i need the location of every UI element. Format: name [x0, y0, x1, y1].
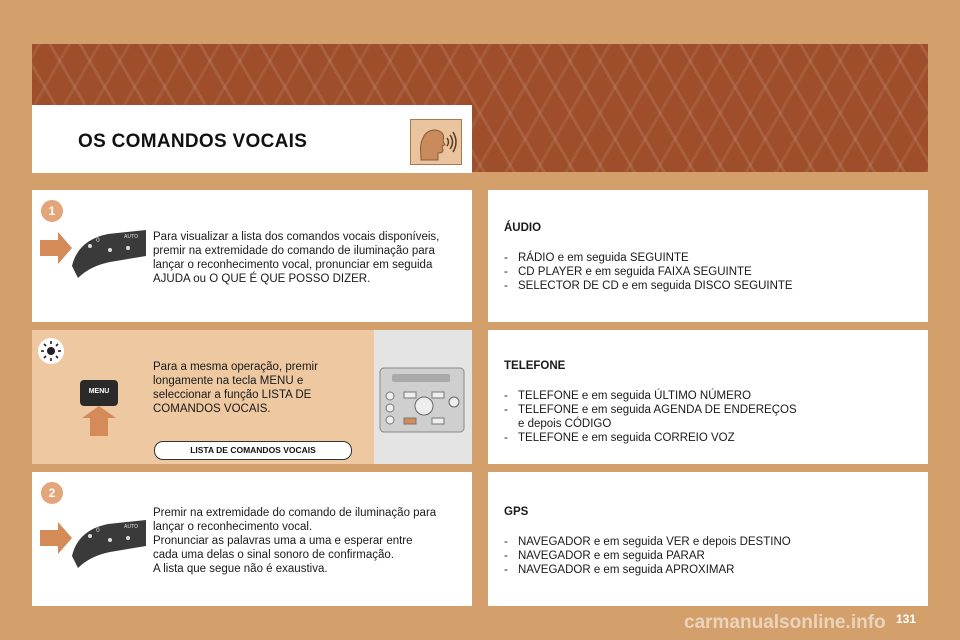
list-item: - NAVEGADOR e em seguida VER e depois DESTINO [504, 535, 914, 549]
svg-text:AUTO: AUTO [124, 234, 139, 240]
svg-text:AUTO: AUTO [124, 524, 139, 530]
phone-commands-list [504, 389, 914, 445]
voice-command-icon [410, 119, 462, 165]
menu-key-label: MENU [88, 388, 110, 395]
voice-commands-list-pill: LISTA DE COMANDOS VOCAIS [154, 441, 352, 460]
step2-text: Premir na extremidade do comando de iluminação para lançar o reconhecimento vocal. Pronunciar as palavras uma a uma e esperar entre cada uma delas o sinal sonoro de confirmação. A lista que segue não é exaustiva. [153, 507, 437, 575]
list-item: - TELEFONE e em seguida AGENDA DE ENDEREÇOS e depois CÓDIGO [504, 403, 914, 431]
list-item: - SELECTOR DE CD e em seguida DISCO SEGUINTE [504, 279, 914, 293]
lighting-stalk-image-2 [38, 516, 148, 577]
radio-panel-image [374, 330, 472, 464]
watermark: carmanualsonline.info [684, 612, 886, 633]
list-item: - NAVEGADOR e em seguida APROXIMAR [504, 563, 914, 577]
lighting-stalk-image [38, 226, 148, 287]
step2-badge: 2 [39, 480, 65, 506]
gps-commands-list [504, 535, 914, 577]
audio-commands-list [504, 251, 914, 293]
page-title: OS COMANDOS VOCAIS [78, 131, 308, 152]
title-box [32, 105, 472, 173]
tip-text: Para a mesma operação, premir longamente na tecla MENU e seleccionar a função LISTA DE COMANDOS VOCAIS. [153, 361, 318, 415]
svg-text:0: 0 [96, 527, 100, 534]
list-item: - TELEFONE e em seguida CORREIO VOZ [504, 431, 914, 445]
list-item: - TELEFONE e em seguida ÚLTIMO NÚMERO [504, 389, 914, 403]
step1-badge: 1 [39, 198, 65, 224]
list-item: - NAVEGADOR e em seguida PARAR [504, 549, 914, 563]
audio-heading: ÁUDIO [504, 222, 542, 234]
step1-text: Para visualizar a lista dos comandos vocais disponíveis, premir na extremidade do comando de iluminação para lançar o reconhecimento vocal, pronunciar em seguida AJUDA ou O QUE É QUE POSSO DIZER. [153, 231, 440, 285]
phone-heading: TELEFONE [504, 360, 566, 372]
menu-key-image [78, 378, 120, 441]
list-item: - RÁDIO e em seguida SEGUINTE [504, 251, 914, 265]
lamp-icon [38, 338, 64, 364]
page-number: 131 [896, 612, 917, 626]
svg-text:0: 0 [96, 237, 100, 244]
list-item: - CD PLAYER e em seguida FAIXA SEGUINTE [504, 265, 914, 279]
gps-heading: GPS [504, 506, 529, 518]
